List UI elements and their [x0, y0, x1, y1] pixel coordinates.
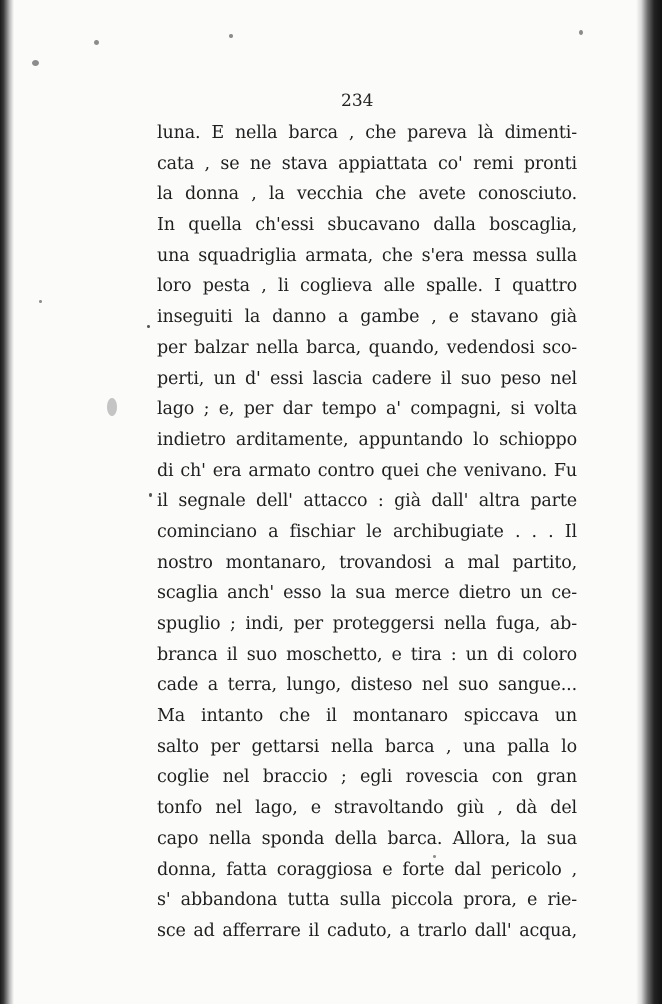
- ink-speck: [147, 325, 150, 328]
- ink-speck: [579, 30, 583, 35]
- text-line: inseguiti la danno a gambe , e stavano già: [157, 307, 577, 328]
- text-line: coglie nel braccio ; egli rovescia con gran: [157, 767, 577, 788]
- text-line: s' abbandona tutta sulla piccola prora, e rie-: [157, 890, 577, 911]
- text-line: spuglio ; indi, per proteggersi nella fuga, ab-: [157, 614, 577, 634]
- text-line: indietro arditamente, appuntando lo schioppo: [157, 429, 577, 450]
- text-line: una squadriglia armata, che s'era messa sulla: [157, 245, 577, 266]
- text-line: scaglia anch' esso la sua merce dietro un ce-: [157, 583, 577, 604]
- text-line: luna. E nella barca , che pareva là dimenti-: [157, 123, 577, 143]
- body-text: [157, 118, 577, 947]
- text-line: salto per gettarsi nella barca , una palla lo: [157, 736, 577, 757]
- text-line: In quella ch'essi sbucavano dalla boscaglia,: [157, 215, 577, 236]
- text-line: perti, un d' essi lascia cadere il suo peso nel: [157, 368, 577, 389]
- ink-speck: [39, 300, 42, 303]
- ink-speck: [107, 398, 117, 416]
- text-line: capo nella sponda della barca. Allora, la sua: [157, 828, 577, 849]
- text-line: tonfo nel lago, e stravoltando giù , dà del: [157, 798, 577, 819]
- text-line: donna, fatta coraggiosa e forte dal pericolo ,: [157, 859, 577, 880]
- page-number: 234: [341, 91, 374, 111]
- text-line: di ch' era armato contro quei che venivano. Fu: [157, 460, 577, 481]
- text-line: sce ad afferrare il caduto, a trarlo dall' acqua,: [157, 920, 577, 941]
- ink-speck: [229, 34, 233, 38]
- ink-speck: [32, 60, 39, 66]
- ink-speck: [94, 40, 99, 45]
- text-line: la donna , la vecchia che avete conosciuto.: [157, 184, 577, 205]
- text-line: branca il suo moschetto, e tira : un di coloro: [157, 644, 577, 665]
- text-line: cade a terra, lungo, disteso nel suo sangue...: [157, 675, 577, 696]
- text-line: nostro montanaro, trovandosi a mal partito,: [157, 552, 577, 573]
- text-line: il segnale dell' attacco : già dall' altra parte: [157, 491, 577, 512]
- page-edge-right: [636, 0, 662, 1004]
- text-line: lago ; e, per dar tempo a' compagni, si volta: [157, 399, 577, 420]
- text-line: per balzar nella barca, quando, vedendosi sco-: [157, 337, 577, 358]
- page-edge-left: [0, 0, 14, 1004]
- text-line: loro pesta , li coglieva alle spalle. I quattro: [157, 276, 577, 297]
- ink-speck: [149, 493, 152, 497]
- text-line: Ma intanto che il montanaro spiccava un: [157, 706, 577, 727]
- text-line: cata , se ne stava appiattata co' remi pronti: [157, 153, 577, 174]
- text-line: cominciano a fischiar le archibugiate . . . Il: [157, 521, 577, 542]
